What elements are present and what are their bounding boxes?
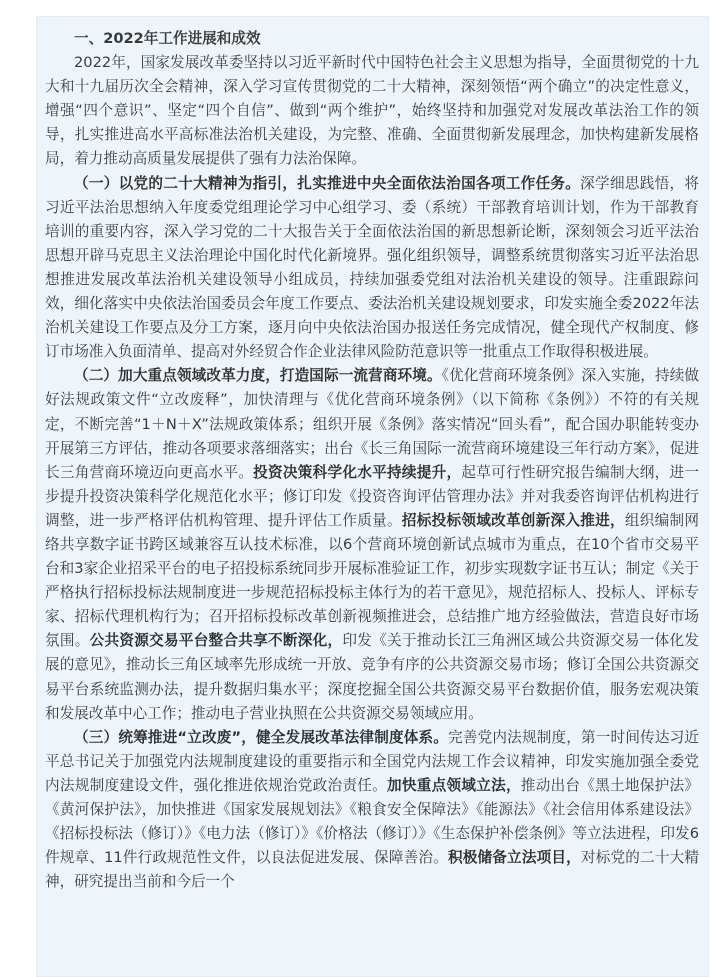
item-3-text-2: 推动出台《黑土地保护法》《黄河保护法》，加快推进《国家发展规划法》《粮食安全保障法》《能源法》《社会信用体系建设法》《招标投标法（修订）》《电力法（修订）》《价格法（修订）》《生态保护补偿条例》等立法进程，印发6件规章、11件行政规范性文件，以良法促进发展、保障善治。 — [45, 776, 699, 867]
item-3-subheading-3: 积极储备立法项目， — [447, 849, 581, 867]
item-2-text-3: 组织编制网络共享数字证书跨区域兼容互认技术标准，以6个营商环境创新试点城市为重点，在10个省市交易平台和3家企业招采平台的电子招投标系统同步开展标准验证工作，初步实现数字证书互认；制定《关于严格执行招标投标法规制度进一步规范招标投标主体行为的若干意见》，规范招标人、投标人、评标专家、招标代理机构行为；召开招标投标改革创新视频推进会，总结推广地方经验做法，营造良好市场氛围。 — [45, 511, 699, 650]
item-2-subheading-3: 招标投标领域改革创新深入推进， — [401, 511, 625, 529]
item-2-text-2: 起草可行性研究报告编制大纲，进一步提升投资决策科学化规范化水平；修订印发《投资咨询评估管理办法》并对我委咨询评估机构进行调整，进一步严格评估机构管理、提升评估工作质量。 — [45, 463, 699, 529]
paragraph-item-1 — [45, 172, 699, 365]
item-2-text-4: 印发《关于推动长江三角洲区域公共资源交易一体化发展的意见》，推动长三角区域率先形成统一开放、竞争有序的公共资源交易市场；修订全国公共资源交易平台系统监测办法，提升数据归集水平；深度挖掘全国公共资源交易平台数据价值，服务宏观决策和发展改革中心工作；推动电子营业执照在公共资源交易领域应用。 — [45, 632, 699, 722]
item-2-subheading-2: 投资决策科学化水平持续提升， — [253, 463, 462, 481]
section-title: 一、2022年工作进展和成效 — [74, 30, 261, 47]
item-2-subheading-4: 公共资源交易平台整合共享不断深化， — [89, 632, 343, 650]
item-3-heading: （三）统筹推进“立改废”，健全发展改革法律制度体系。 — [74, 728, 449, 746]
article-body — [45, 27, 699, 894]
item-1-text: 深学细思践悟，将习近平法治思想纳入年度委党组理论学习中心组学习、委（系统）干部教育培训计划，作为干部教育培训的重要内容，深入学习党的二十大报告关于全面依法治国的新思想新论断，深刻领会习近平法治思想开辟马克思主义法治理论中国化时代化新境界。强化组织领导，调整系统贯彻落实习近平法治思想推进发展改革法治机关建设领导小组成员，持续加强委党组对法治机关建设的领导。注重跟踪问效，细化落实中央依法治国委员会年度工作要点、委法治机关建设规划要求，印发实施全委2022年法治机关建设工作要点及分工方案，逐月向中央依法治国办报送任务完成情况，健全现代产权制度、修订市场准入负面清单、提高对外经贸合作企业法律风险防范意识等一批重点工作取得积极进展。 — [45, 174, 699, 361]
item-1-heading: （一）以党的二十大精神为指引，扎实推进中央全面依法治国各项工作任务。 — [74, 174, 581, 192]
article-panel — [36, 16, 709, 977]
item-2-text-1: 《优化营商环境条例》深入实施，持续做好法规政策文件“立改废释”，加快清理与《优化营商环境条例》（以下简称《条例》）不符的有关规定，不断完善“1＋N＋X”法规政策体系；组织开展《条例》落实情况“回头看”，配合国办职能转变办开展第三方评估，推动各项要求落细落实；出台《长三角国际一流营商环境建设三年行动方案》，促进长三角营商环境迈向更高水平。 — [45, 367, 699, 481]
item-2-heading: （二）加大重点领域改革力度，打造国际一流营商环境。 — [74, 367, 442, 385]
paragraph-item-2 — [45, 364, 699, 725]
intro-paragraph: 2022年，国家发展改革委坚持以习近平新时代中国特色社会主义思想为指导，全面贯彻党的十九大和十九届历次全会精神，深入学习宣传贯彻党的二十大精神，深刻领悟“两个确立”的决定性意义，增强“四个意识”、坚定“四个自信”、做到“两个维护”，始终坚持和加强党对发展改革法治工作的领导，扎实推进高水平高标准法治机关建设，为完整、准确、全面贯彻新发展理念，加快构建新发展格局，着力推动高质量发展提供了强有力法治保障。 — [45, 54, 699, 168]
item-3-subheading-2: 加快重点领域立法， — [387, 776, 521, 794]
item-3-text-3: 对标党的二十大精神，研究提出当前和今后一个 — [45, 849, 699, 891]
paragraph-item-3 — [45, 726, 699, 895]
item-3-text-1: 完善党内法规制度，第一时间传达习近平总书记关于加强党内法规制度建设的重要指示和全国党内法规工作会议精神，印发实施加强全委党内法规制度建设文件，强化推进依规治党政治责任。 — [45, 728, 699, 794]
